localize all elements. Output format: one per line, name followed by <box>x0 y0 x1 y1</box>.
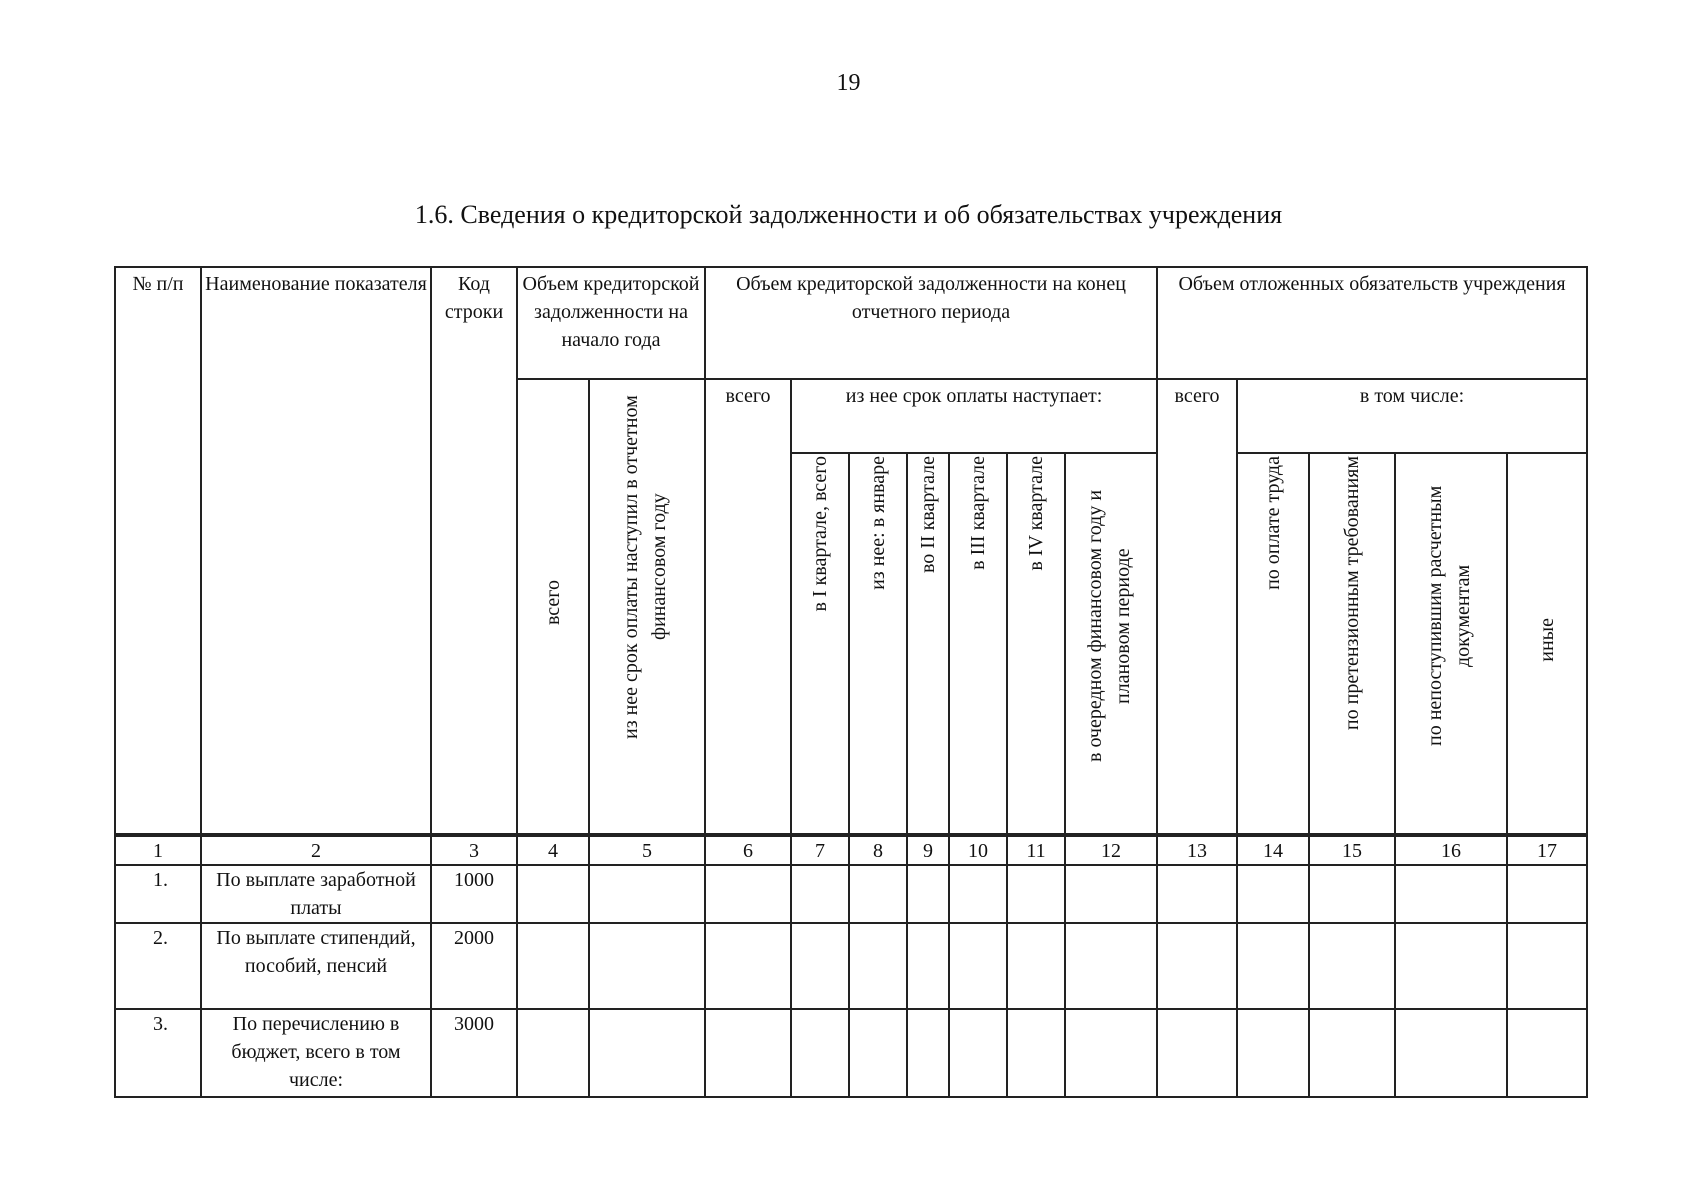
value-cell[interactable] <box>849 865 907 923</box>
value-cell[interactable] <box>907 923 949 1009</box>
row-code: 3000 <box>431 1009 517 1097</box>
value-cell[interactable] <box>1309 865 1395 923</box>
value-cell[interactable] <box>1309 1009 1395 1097</box>
header-start-total <box>517 379 589 835</box>
table-row <box>115 865 1587 923</box>
value-cell[interactable] <box>1065 923 1157 1009</box>
value-cell[interactable] <box>589 923 705 1009</box>
header-jan-label: из нее: в январе <box>867 456 890 590</box>
value-cell[interactable] <box>1507 1009 1587 1097</box>
value-cell[interactable] <box>791 1009 849 1097</box>
page-number: 19 <box>836 70 861 96</box>
value-cell[interactable] <box>705 923 791 1009</box>
header-next <box>1065 453 1157 835</box>
header-other <box>1507 453 1587 835</box>
column-number: 15 <box>1309 835 1395 865</box>
header-start-due-label: из нее срок оплаты наступил в отчетном финансовом году <box>620 395 670 739</box>
value-cell[interactable] <box>1157 1009 1237 1097</box>
row-number: 3. <box>115 1009 201 1097</box>
row-code: 2000 <box>431 923 517 1009</box>
value-cell[interactable] <box>1395 923 1507 1009</box>
header-code: Код строки <box>431 267 517 835</box>
header-q1-label: в I квартале, всего <box>809 456 832 612</box>
value-cell[interactable] <box>517 1009 589 1097</box>
header-claims <box>1309 453 1395 835</box>
header-other-label: иные <box>1536 617 1559 662</box>
value-cell[interactable] <box>517 865 589 923</box>
value-cell[interactable] <box>1007 923 1065 1009</box>
header-def-incl: в том числе: <box>1237 379 1587 453</box>
header-jan <box>849 453 907 835</box>
header-q3-label: в III квартале <box>967 456 990 570</box>
column-number: 2 <box>201 835 431 865</box>
column-number: 7 <box>791 835 849 865</box>
header-end-group: Объем кредиторской задолженности на конец отчетного периода <box>705 267 1157 379</box>
row-name: По перечислению в бюджет, всего в том числе: <box>201 1009 431 1097</box>
value-cell[interactable] <box>1007 1009 1065 1097</box>
header-start-due <box>589 379 705 835</box>
value-cell[interactable] <box>1157 865 1237 923</box>
header-wages <box>1237 453 1309 835</box>
header-wages-label: по оплате труда <box>1262 456 1285 590</box>
column-number: 6 <box>705 835 791 865</box>
value-cell[interactable] <box>705 1009 791 1097</box>
value-cell[interactable] <box>1237 923 1309 1009</box>
value-cell[interactable] <box>1007 865 1065 923</box>
value-cell[interactable] <box>1507 865 1587 923</box>
row-code: 1000 <box>431 865 517 923</box>
value-cell[interactable] <box>1309 923 1395 1009</box>
header-next-label: в очередном финансовом году и плановом периоде <box>1084 489 1135 763</box>
value-cell[interactable] <box>1065 865 1157 923</box>
value-cell[interactable] <box>1157 923 1237 1009</box>
value-cell[interactable] <box>1237 865 1309 923</box>
header-start-total-label: всего <box>542 579 564 626</box>
header-docs <box>1395 453 1507 835</box>
header-no: № п/п <box>115 267 201 835</box>
value-cell[interactable] <box>1395 1009 1507 1097</box>
header-q2 <box>907 453 949 835</box>
value-cell[interactable] <box>907 865 949 923</box>
column-number: 8 <box>849 835 907 865</box>
value-cell[interactable] <box>849 1009 907 1097</box>
column-number: 13 <box>1157 835 1237 865</box>
value-cell[interactable] <box>1065 1009 1157 1097</box>
header-end-due-group: из нее срок оплаты наступает: <box>791 379 1157 453</box>
column-number: 5 <box>589 835 705 865</box>
creditor-debt-table <box>114 266 1588 1098</box>
row-number: 2. <box>115 923 201 1009</box>
header-end-total: всего <box>705 379 791 835</box>
value-cell[interactable] <box>849 923 907 1009</box>
header-q4 <box>1007 453 1065 835</box>
column-number: 9 <box>907 835 949 865</box>
value-cell[interactable] <box>705 865 791 923</box>
column-number: 17 <box>1507 835 1587 865</box>
value-cell[interactable] <box>1507 923 1587 1009</box>
column-number: 16 <box>1395 835 1507 865</box>
table-row <box>115 923 1587 1009</box>
header-q4-label: в IV квартале <box>1025 456 1048 571</box>
header-deferred-group: Объем отложенных обязательств учреждения <box>1157 267 1587 379</box>
value-cell[interactable] <box>589 865 705 923</box>
value-cell[interactable] <box>791 865 849 923</box>
column-number: 4 <box>517 835 589 865</box>
value-cell[interactable] <box>949 923 1007 1009</box>
column-numbers-row <box>115 835 1587 865</box>
value-cell[interactable] <box>791 923 849 1009</box>
column-number: 12 <box>1065 835 1157 865</box>
header-q3 <box>949 453 1007 835</box>
value-cell[interactable] <box>1395 865 1507 923</box>
column-number: 14 <box>1237 835 1309 865</box>
header-docs-label: по непоступившим расчетным документам <box>1424 485 1475 747</box>
value-cell[interactable] <box>589 1009 705 1097</box>
section-title: 1.6. Сведения о кредиторской задолженности и об обязательствах учреждения <box>414 200 1283 229</box>
value-cell[interactable] <box>949 865 1007 923</box>
value-cell[interactable] <box>1237 1009 1309 1097</box>
column-number: 10 <box>949 835 1007 865</box>
header-start-group: Объем кредиторской задолженности на начало года <box>517 267 705 379</box>
row-name: По выплате заработной платы <box>201 865 431 923</box>
column-number: 11 <box>1007 835 1065 865</box>
column-number: 3 <box>431 835 517 865</box>
value-cell[interactable] <box>907 1009 949 1097</box>
value-cell[interactable] <box>949 1009 1007 1097</box>
column-number: 1 <box>115 835 201 865</box>
header-def-total: всего <box>1157 379 1237 835</box>
row-name: По выплате стипендий, пособий, пенсий <box>201 923 431 1009</box>
header-claims-label: по претензионным требованиям <box>1341 456 1364 731</box>
table-row <box>115 1009 1587 1097</box>
header-name: Наименование показателя <box>201 267 431 835</box>
header-q1 <box>791 453 849 835</box>
row-number: 1. <box>115 865 201 923</box>
header-q2-label: во II квартале <box>917 456 940 574</box>
value-cell[interactable] <box>517 923 589 1009</box>
